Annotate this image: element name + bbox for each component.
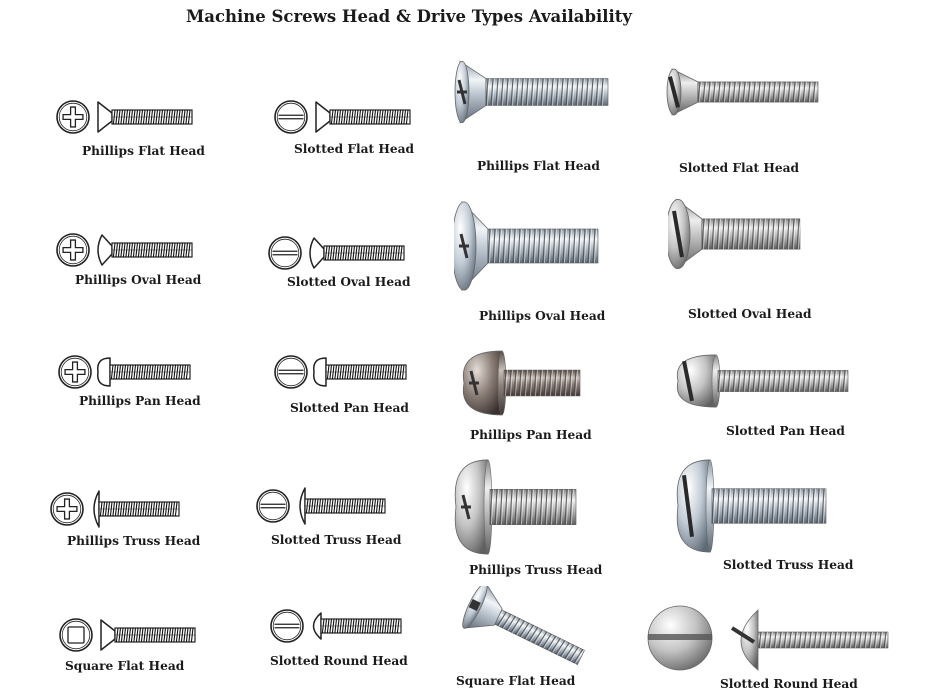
screw-photo-image [676, 458, 832, 554]
screw-line-drawing [57, 614, 207, 658]
drawing-phillips-pan-head [56, 351, 206, 399]
photo-phillips-pan-head [462, 345, 586, 425]
screw-line-drawing [268, 605, 418, 649]
drawing-slotted-oval-head [266, 232, 416, 280]
photo-slotted-flat-head [664, 68, 824, 120]
drawing-caption: Slotted Oval Head [287, 275, 411, 289]
drawing-caption: Phillips Oval Head [75, 273, 202, 287]
photo-square-flat-head [460, 586, 586, 674]
screw-photo-image [462, 345, 586, 421]
screw-photo-image [668, 198, 806, 270]
photo-caption: Slotted Round Head [720, 677, 858, 691]
screw-line-drawing [54, 229, 204, 273]
screw-photo-image [454, 200, 604, 292]
drawing-slotted-truss-head [254, 485, 404, 533]
photo-phillips-flat-head [452, 60, 614, 128]
drawing-slotted-pan-head [272, 351, 422, 399]
drawing-slotted-flat-head [272, 96, 422, 144]
drawing-caption: Slotted Pan Head [290, 401, 409, 415]
screw-photo-image [460, 586, 586, 670]
page-title: Machine Screws Head & Drive Types Availability [186, 7, 633, 26]
drawing-phillips-truss-head [48, 488, 198, 536]
photo-caption: Phillips Pan Head [470, 428, 592, 442]
photo-caption: Phillips Flat Head [477, 159, 600, 173]
photo-slotted-pan-head [676, 350, 854, 416]
screw-line-drawing [272, 351, 422, 395]
photo-caption: Slotted Flat Head [679, 161, 800, 175]
drawing-caption: Square Flat Head [65, 659, 185, 673]
drawing-caption: Phillips Truss Head [67, 534, 201, 548]
drawing-caption: Slotted Round Head [270, 654, 408, 668]
photo-phillips-oval-head [454, 200, 604, 296]
photo-caption: Slotted Truss Head [723, 558, 854, 572]
photo-slotted-round-head [646, 598, 890, 678]
screw-photo-image [646, 598, 890, 674]
screw-line-drawing [48, 488, 198, 532]
drawing-caption: Slotted Flat Head [294, 142, 415, 156]
drawing-caption: Phillips Pan Head [79, 394, 201, 408]
photo-caption: Slotted Oval Head [688, 307, 812, 321]
screw-photo-image [676, 350, 854, 412]
screw-line-drawing [266, 232, 416, 276]
screw-photo-image [452, 60, 614, 124]
photo-caption: Phillips Oval Head [479, 309, 606, 323]
drawing-phillips-oval-head [54, 229, 204, 277]
photo-caption: Phillips Truss Head [469, 563, 603, 577]
photo-phillips-truss-head [454, 458, 582, 560]
screw-photo-image [664, 68, 824, 116]
screw-line-drawing [54, 96, 204, 140]
screw-line-drawing [56, 351, 206, 395]
drawing-phillips-flat-head [54, 96, 204, 144]
photo-caption: Slotted Pan Head [726, 424, 845, 438]
screw-line-drawing [272, 96, 422, 140]
screw-line-drawing [254, 485, 404, 529]
drawing-caption: Phillips Flat Head [82, 144, 205, 158]
drawing-caption: Slotted Truss Head [271, 533, 402, 547]
photo-slotted-oval-head [668, 198, 806, 274]
photo-caption: Square Flat Head [456, 674, 576, 688]
screw-photo-image [454, 458, 582, 556]
drawing-square-flat-head [57, 614, 207, 662]
photo-slotted-truss-head [676, 458, 832, 558]
drawing-slotted-round-head [268, 605, 418, 653]
